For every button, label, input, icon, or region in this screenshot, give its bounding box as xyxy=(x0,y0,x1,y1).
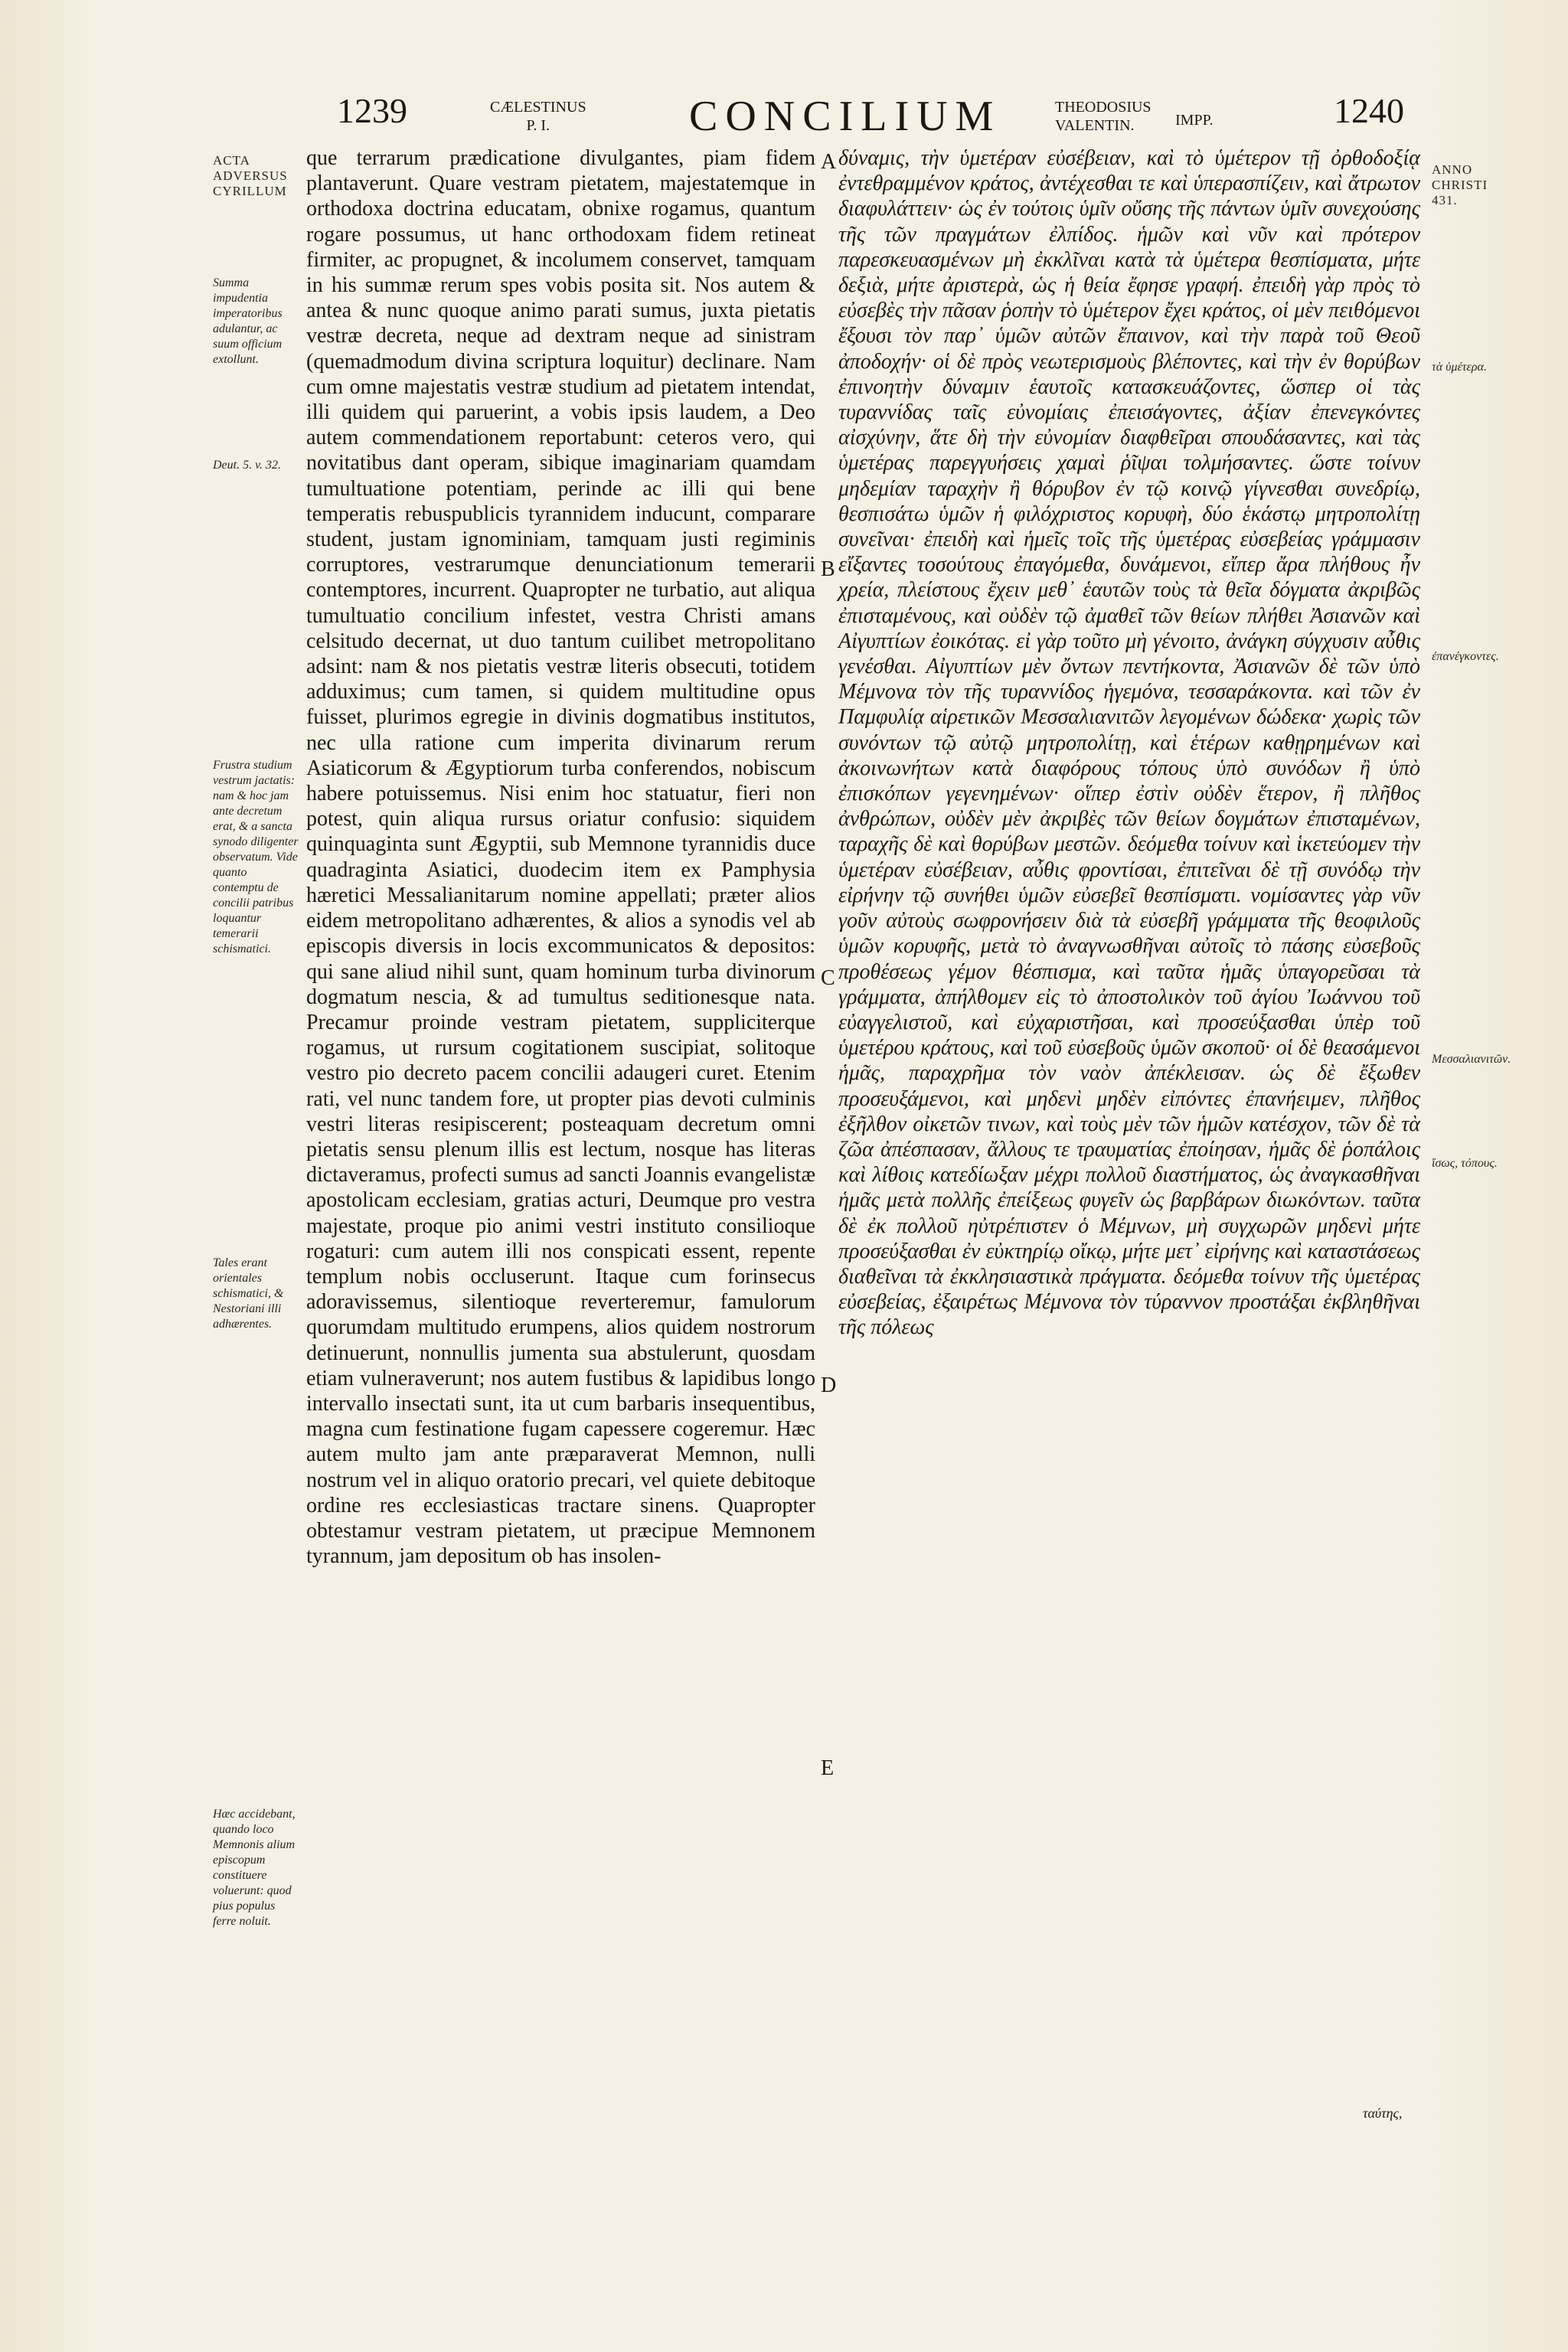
catchword: ταύτης, xyxy=(1363,2105,1403,2121)
pope-number: P. I. xyxy=(526,117,550,134)
margin-note-acta: ACTA ADVERSUS CYRILLUM xyxy=(213,153,288,198)
margin-note-deut: Deut. 5. v. 32. xyxy=(213,459,282,472)
section-letter-b: B xyxy=(821,557,835,581)
margin-note-variant-4: ἴσως, τόπους. xyxy=(1432,1157,1498,1170)
running-head-emperors xyxy=(1055,98,1152,135)
emperor-2: VALENTIN. xyxy=(1055,117,1135,134)
margin-note-anno: ANNO CHRISTI 431. xyxy=(1432,162,1488,207)
margin-note-variant-3: Μεσσαλιανιτῶν. xyxy=(1432,1053,1511,1066)
emperor-1: THEODOSIUS xyxy=(1055,99,1152,116)
section-letter-a: A xyxy=(821,150,837,174)
pope-name: CÆLESTINUS xyxy=(490,99,586,116)
section-letter-c: C xyxy=(821,966,835,990)
running-head-imperatores: IMPP. xyxy=(1175,112,1214,129)
page-number-right: 1240 xyxy=(1334,91,1404,130)
margin-note-haec: Hæc accidebant, quando loco Memnonis alium episcopum constituere voluerunt: quod pius populus ferre noluit. xyxy=(213,1808,296,1928)
margin-note-summa: Summa impudentia imperatoribus adulantur, ac suum officium extollunt. xyxy=(213,276,283,366)
margin-note-frustra: Frustra studium vestrum jactatis: nam & hoc jam ante decretum erat, & a sancta synodo diligenter observatum. Vide quanto contemptu de concilii patribus loquantur temerarii schismatici. xyxy=(213,759,299,956)
latin-text-column: que terrarum prædicatione divulgantes, piam fidem plantaverunt. Quare vestram pietatem, majestatemque in orthodoxa doctrina educatam, obnixe rogamus, quantum rogare possumus, ut hanc orthodoxam fidem retineat firmiter, ac propugnet, & incolumem conservet, tamquam in his summæ rerum spes vobis posita sit. Nos autem & antea & nunc quoque animo parati sumus, juxta pietatis vestræ decreta, neque ad dextram neque ad sinistram (quemadmodum divina scriptura loquitur) declinare. Nam cum omne majestatis vestræ studium ad pietatem intendat, illi quidem qui paruerint, a vobis ipsis laudem, a Deo autem commendationem reportabunt: ceteros vero, qui novitatibus dant operam, sibique imaginariam quamdam tumultuatione potentiam, perinde ac illi qui bene temperatis rebuspublicis tyrannidem inducunt, comparare student, justam ignominiam, tamquam justi regiminis corruptores, vestrarumque denunciationum temerarii contemptores, incurrent. Quapropter ne turbatio, aut aliqua tumultuatio concilium infestet, vestra Christi amans celsitudo decernat, ut duo tantum cuilibet metropolitano adsint: nam & nos pietatis vestræ literis obsecuti, totidem adduximus; cum tamen, si quidem multitudine opus fuisset, plurimos egregie in divinis dogmatibus institutos, nec ulla ratione cum imperita divinarum rerum Asiaticorum & Ægyptiorum turba conferendos, nobiscum habere potuissemus. Nisi enim hoc statuatur, fieri non potest, quin aliqua rursus oriatur confusio: siquidem quinquaginta sunt Ægyptii, sub Memnone tyrannidis duce quadraginta Asiatici, duodecim item ex Pamphysia hæretici Messalianitarum nomine appellati; præter alios eidem metropolitano adhærentes, & alios a synodis vel ab episcopis diversis in locis excommunicatos & depositos: qui sane aliud nihil sunt, quam hominum turba divinorum dogmatum nescia, & ad tumultus seditionesque nata. Precamur proinde vestram pietatem, suppliciterque rogamus, ut rursum cogitationem suscipiat, solitoque vestro pio decreto pacem concilii adaugeri curet. Etenim rati, vel nunc tandem fore, ut propter pias devoti culminis vestri literas resipiscerent; posteaquam decretum omni pietatis sensu plenum illis est lectum, nosque has literas dictaveramus, profecti sumus ad sancti Joannis evangelistæ apostolicam ecclesiam, gratias acturi, Deumque pro vestra majestate, proque pio animi vestri instituto consilioque rogaturi: cum autem illi nos conspicati essent, repente templum nobis occluserunt. Itaque cum forinsecus adoravissemus, silentioque reverteremur, famulorum quorumdam multitudo erumpens, alios quidem nostrorum detinuerunt, nonnullis jumenta sua abstulerunt, quosdam etiam vulneraverunt; nos autem fustibus & lapidibus longo intervallo insectati sunt, ita ut cum barbaris insequentibus, magna cum festinatione fugam capessere cogeremur. Hæc autem multo jam ante præparaverat Memnon, nulli nostrum vel in aliquo oratorio precari, vel quiete debitoque ordine res ecclesiasticas tractare sinens. Quapropter obtestamur vestram pietatem, ut præcipue Memnonem tyrannum, jam depositum ob has insolen- xyxy=(306,146,815,1569)
greek-text-column: δύναμις, τὴν ὑμετέραν εὐσέβειαν, καὶ τὸ ὑμέτερον τῇ ὀρθοδοξίᾳ ἐντεθραμμένον κράτος, ἀντέχεσθαι τε καὶ ὑπερασπίζειν, καὶ ἄτρωτον διαφυλάττειν· ὡς ἐν τούτοις ὑμῖν οὔσης τῆς πάντων ὑμῖν συνεχούσης τῆς τῶν πραγμάτων ἐλπίδος. ἡμῶν καὶ νῦν καὶ πρότερον παρεσκευασμένων μὴ ἐκκλῖναι κατὰ τὰ ὑμέτερα θεσπίσματα, μήτε δεξιὰ, μήτε ἀριστερὰ, ὡς ἡ θεία ἔφησε γραφή. ἐπειδὴ γὰρ πρὸς τὸ εὐσεβὲς τὴν πᾶσαν ῥοπὴν τὸ ὑμέτερον ἔχει κράτος, οἱ μὲν πειθόμενοι ἔξουσι τὸν παρ᾽ ὑμῶν αὐτῶν ἔπαινον, καὶ τὴν παρὰ τοῦ Θεοῦ ἀποδοχήν· οἱ δὲ πρὸς νεωτερισμοὺς βλέποντες, καὶ τὴν ἐν θορύβων ἐπινοητὴν δύναμιν ἑαυτοῖς κατασκευάζοντες, ὥσπερ οἱ τὰς τυραννίδας ταῖς εὐνομίαις ἐπεισάγοντες, ἀξίαν ἐπενεγκόντες αἰσχύνην, ἅτε δὴ τὴν εὐνομίαν διαφθεῖραι σπουδάσαντες, καὶ τὰς ὑμετέρας παρεγγυήσεις χαμαὶ ῥῖψαι τολμήσαντες. ὥστε τοίνυν μηδεμίαν ταραχὴν ἢ θόρυβον ἐν τῷ κοινῷ γίγνεσθαι συνεδρίῳ, θεσπισάτω ὑμῶν ἡ φιλόχριστος κορυφὴ, δύο ἑκάστῳ μητροπολίτῃ συνεῖναι· ἐπειδὴ καὶ ἡμεῖς τοῖς τῆς ὑμετέρας εὐσεβείας γράμμασιν εἴξαντες τοσούτους ἐπαγόμεθα, δυνάμενοι, εἴπερ ἄρα πλήθους ἦν χρεία, πλείστους ἔχειν μεθ᾽ ἑαυτῶν τοὺς τὰ θεῖα δόγματα ἀκριβῶς ἐπισταμένους, καὶ οὐδὲν τῷ ἀμαθεῖ τῶν θείων πλήθει Ἀσιανῶν καὶ Αἰγυπτίων ἐοικότας. εἰ γὰρ τοῦτο μὴ γένοιτο, ἀνάγκη σύγχυσιν αὖθις γενέσθαι. Αἰγυπτίων μὲν ὄντων πεντήκοντα, Ἀσιανῶν δὲ τῶν ὑπὸ Μέμνονα τὸν τῆς τυραννίδος ἡγεμόνα, τεσσαράκοντα. καὶ τῶν ἐν Παμφυλίᾳ αἱρετικῶν Μεσσαλιανιτῶν λεγομένων δώδεκα· χωρὶς τῶν συνόντων τῷ αὐτῷ μητροπολίτῃ, καὶ ἑτέρων καθῃρημένων καὶ ἀκοινωνήτων κατὰ διαφόρους τόπους ὑπὸ συνόδων ἢ ὑπὸ ἐπισκόπων γεγενημένων· οἵπερ ἐστὶν οὐδὲν ἕτερον, ἢ πλῆθος ἀνθρώπων, οὐδὲν μὲν ἀκριβὲς τῶν θείων δογμάτων ἐπισταμένων, ταραχῆς δὲ καὶ θορύβων μεστῶν. δεόμεθα τοίνυν καὶ ἱκετεύομεν τὴν ὑμετέραν εὐσέβειαν, αὖθις φροντίσαι, ἐπιτεῖναι δὲ τῇ συνόδῳ τὴν εἰρήνην τῷ συνήθει ὑμῶν εὐσεβεῖ θεσπίσματι. νομίσαντες γὰρ νῦν γοῦν αὐτοὺς σωφρονήσειν διὰ τὰ εὐσεβῆ γράμματα τῆς θεοφιλοῦς ὑμῶν κορυφῆς, μετὰ τὸ ἀναγνωσθῆναι αὐτοῖς τὸ πάσης εὐσεβοῦς προθέσεως γέμον θέσπισμα, καὶ ταῦτα ἡμᾶς ὑπαγορεῦσαι τὰ γράμματα, ἀπήλθομεν εἰς τὸ ἀποστολικὸν τοῦ ἁγίου Ἰωάννου τοῦ εὐαγγελιστοῦ, καὶ εὐχαριστῆσαι, καὶ προσεύξασθαι ὑπὲρ τοῦ ὑμετέρου κράτους, καὶ τοῦ εὐσεβοῦς ὑμῶν σκοποῦ· οἱ δὲ θεασάμενοι ἡμᾶς, παραχρῆμα τὸν ναὸν ἀπέκλεισαν. ὡς δὲ ἔξωθεν προσευξάμενοι, καὶ μηδενὶ μηδὲν εἰπόντες ἐπανήειμεν, πλῆθος ἐξῆλθον οἰκετῶν τινων, καὶ τοὺς μὲν τῶν ἡμῶν κατέσχον, τῶν δὲ τὰ ζῶα ἀπέσπασαν, ἄλλους τε τραυματίας ἐποίησαν, ἡμᾶς δὲ ῥοπάλοις καὶ λίθοις κατεδίωξαν μέχρι πολλοῦ διαστήματος, ὡς ἀναγκασθῆναι ἡμᾶς μετὰ πολλῆς ἐπείξεως φυγεῖν ὡς βαρβάρων διωκόντων. ταῦτα δὲ ἐκ πολλοῦ ηὐτρέπιστεν ὁ Μέμνων, μὴ συγχωρῶν μηδενὶ μήτε προσεύξασθαι ἐν εὐκτηρίῳ οἴκῳ, μήτε μετ᾽ εἰρήνης καὶ καταστάσεως διαθεῖναι τὰ ἐκκλησιαστικὰ πράγματα. δεόμεθα τοίνυν τῆς ὑμετέρας εὐσεβείας, ἐξαιρέτως Μέμνονα τὸν τύραννον προστάξαι ἐκβληθῆναι τῆς πόλεως xyxy=(838,146,1420,1340)
margin-note-tales: Tales erant orientales schismatici, & Nestoriani illi adhærentes. xyxy=(213,1256,284,1331)
section-letter-d: D xyxy=(821,1374,837,1397)
margin-note-variant-1: τὰ ὑμέτερα. xyxy=(1432,361,1487,374)
running-head-title: CONCILIUM xyxy=(689,93,1001,140)
section-letter-e: E xyxy=(821,1756,835,1780)
running-head-pope xyxy=(490,98,586,135)
page-number-left: 1239 xyxy=(337,91,407,130)
margin-note-variant-2: ἐπανέγκοντες. xyxy=(1432,650,1499,663)
